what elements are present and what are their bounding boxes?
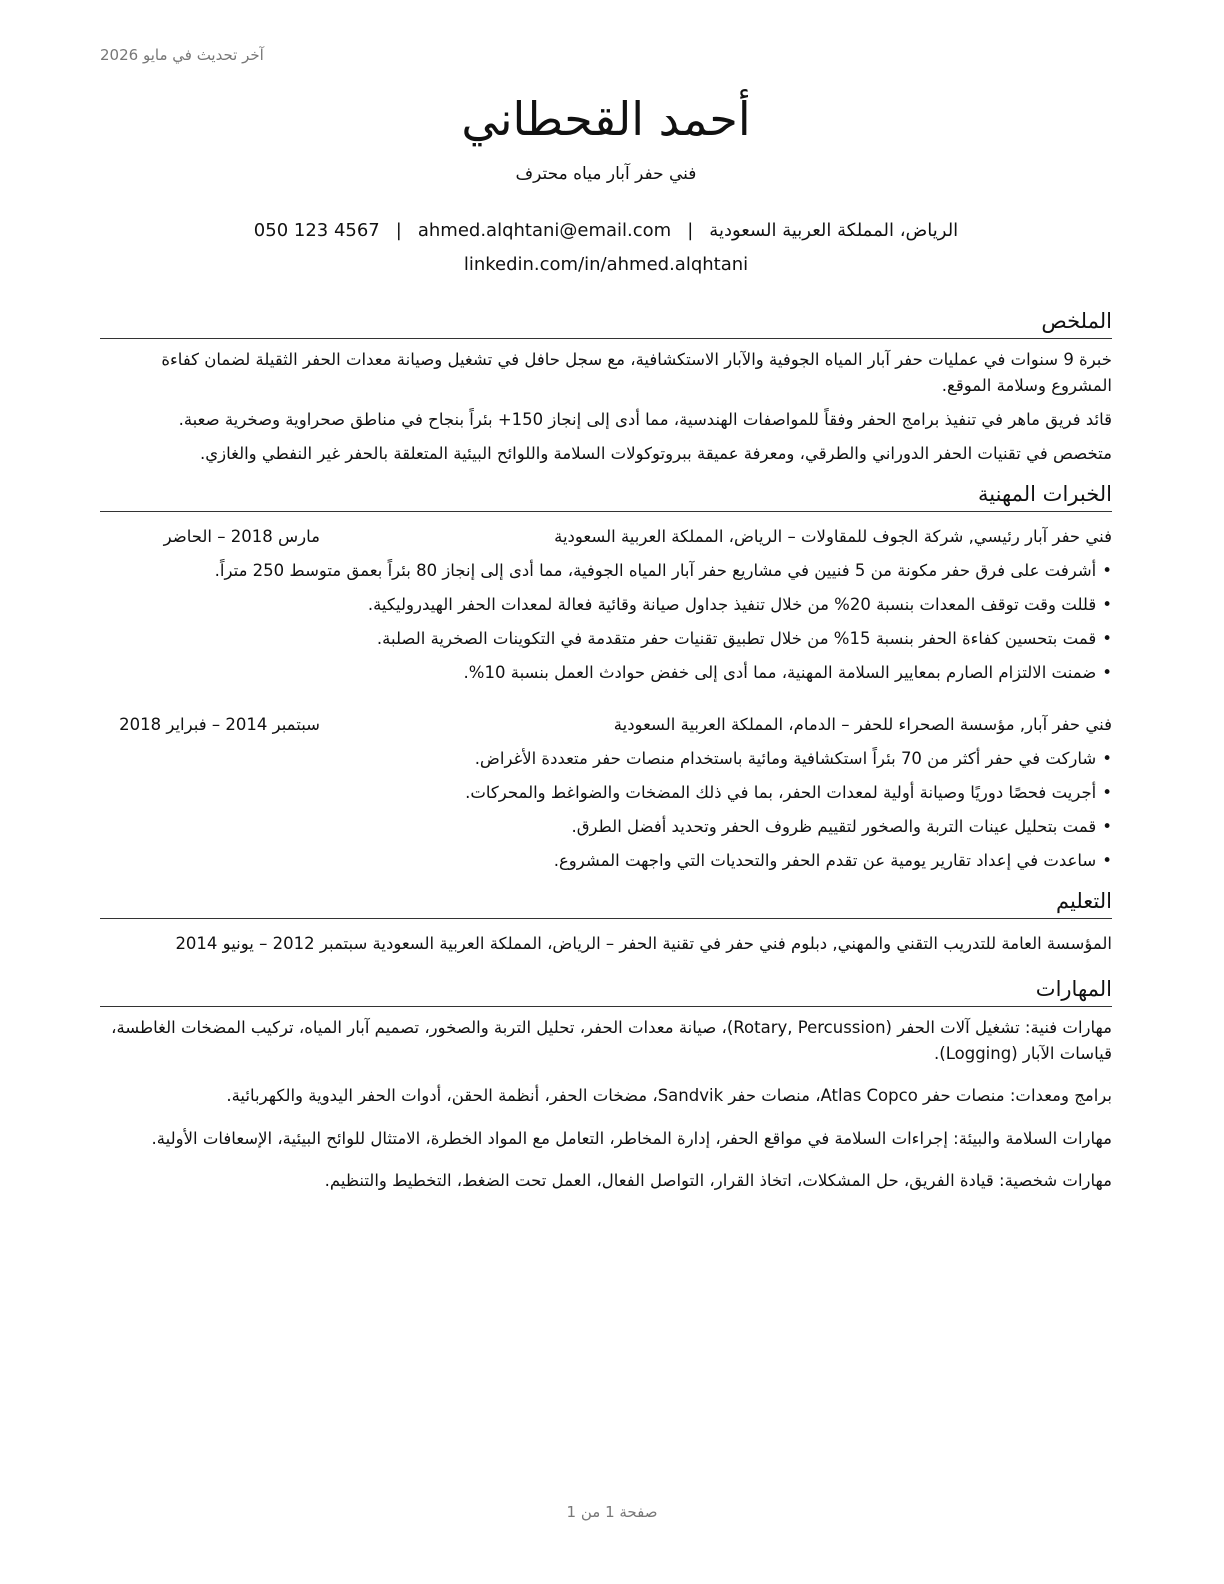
summary-section bbox=[100, 306, 1112, 467]
contact-email[interactable]: ahmed.alqhtani@email.com bbox=[417, 220, 672, 241]
contact-phone[interactable]: 050 123 4567 bbox=[253, 220, 380, 241]
bullet-marker: • bbox=[1102, 783, 1112, 802]
job-bullet bbox=[100, 558, 1112, 584]
job-bullet bbox=[100, 814, 1112, 840]
section-heading-skills: المهارات bbox=[100, 974, 1112, 1007]
bullet-marker: • bbox=[1102, 629, 1112, 648]
education-entry: المؤسسة العامة للتدريب التقني والمهني, دبلوم فني حفر في تقنية الحفر – الرياض، المملكة العربية السعودية سبتمبر 2012 – يونيو 2014 bbox=[175, 934, 1112, 953]
resume-body bbox=[100, 306, 1112, 1211]
skill-line: مهارات السلامة والبيئة: إجراءات السلامة في مواقع الحفر، إدارة المخاطر، التعامل مع المواد الخطرة، الامتثال للوائح البيئية، الإسعافات الأولية. bbox=[151, 1128, 1112, 1148]
section-heading-education: التعليم bbox=[100, 886, 1112, 919]
bullet-marker: • bbox=[1102, 663, 1112, 682]
job-bullet bbox=[100, 848, 1112, 874]
resume-header bbox=[100, 88, 1112, 282]
job-dates: مارس 2018 – الحاضر bbox=[163, 527, 320, 546]
bullet-marker: • bbox=[1102, 749, 1112, 768]
skill-line: برامج ومعدات: منصات حفر Atlas Copco، منصات حفر Sandvik، مضخات الحفر، أنظمة الحقن، أدوات الحفر اليدوية والكهربائية. bbox=[226, 1086, 1112, 1105]
job-title-company: فني حفر آبار, مؤسسة الصحراء للحفر – الدمام، المملكة العربية السعودية bbox=[613, 715, 1112, 734]
job-dates: سبتمبر 2014 – فبراير 2018 bbox=[119, 715, 320, 734]
job-bullet bbox=[100, 746, 1112, 772]
candidate-name: أحمد القحطاني bbox=[461, 92, 751, 146]
experience-section bbox=[100, 479, 1112, 874]
contact-separator: | bbox=[687, 220, 694, 241]
bullet-marker: • bbox=[1102, 817, 1112, 836]
job-header bbox=[100, 524, 1112, 550]
contact-location: الرياض، المملكة العربية السعودية bbox=[709, 220, 959, 241]
summary-paragraph: خبرة 9 سنوات في عمليات حفر آبار المياه الجوفية والآبار الاستكشافية، مع سجل حافل في تشغيل وصيانة معدات الحفر الثقيلة لضمان كفاءة المشروع وسلامة الموقع. bbox=[161, 350, 1112, 395]
summary-paragraph: متخصص في تقنيات الحفر الدوراني والطرقي، ومعرفة عميقة ببروتوكولات السلامة واللوائح البيئية المتعلقة بالحفر غير النفطي والغازي. bbox=[199, 444, 1112, 463]
contact-line-primary bbox=[100, 214, 1112, 248]
contact-separator: | bbox=[395, 220, 402, 241]
job-entry bbox=[100, 712, 1112, 874]
job-bullet bbox=[100, 780, 1112, 806]
job-bullet bbox=[100, 592, 1112, 618]
job-title-company: فني حفر آبار رئيسي, شركة الجوف للمقاولات – الرياض، المملكة العربية السعودية bbox=[554, 527, 1112, 546]
bullet-text: أجريت فحصًا دوريًا وصيانة أولية لمعدات الحفر، بما في ذلك المضخات والضواغط والمحركات. bbox=[465, 783, 1097, 802]
contact-linkedin[interactable]: linkedin.com/in/ahmed.alqhtani bbox=[463, 254, 749, 275]
bullet-marker: • bbox=[1102, 851, 1112, 870]
skills-section bbox=[100, 974, 1112, 1195]
candidate-title: فني حفر آبار مياه محترف bbox=[515, 164, 697, 184]
skill-line: مهارات فنية: تشغيل آلات الحفر (Rotary, Percussion)، صيانة معدات الحفر، تحليل التربة والصخور، تصميم آبار المياه، تركيب المضخات الغاطسة، قياسات الآبار (Logging). bbox=[111, 1017, 1112, 1063]
bullet-text: ضمنت الالتزام الصارم بمعايير السلامة المهنية، مما أدى إلى خفض حوادث العمل بنسبة 10%. bbox=[463, 663, 1097, 682]
contact-info bbox=[100, 214, 1112, 282]
last-updated-note: آخر تحديث في مايو 2026 bbox=[100, 46, 264, 64]
job-bullet bbox=[100, 626, 1112, 652]
section-heading-experience: الخبرات المهنية bbox=[100, 479, 1112, 512]
skill-line: مهارات شخصية: قيادة الفريق، حل المشكلات، اتخاذ القرار، التواصل الفعال، العمل تحت الضغط، التخطيط والتنظيم. bbox=[324, 1171, 1112, 1190]
bullet-text: قمت بتحسين كفاءة الحفر بنسبة 15% من خلال تطبيق تقنيات حفر متقدمة في التكوينات الصخرية الصلبة. bbox=[376, 629, 1097, 648]
page-number: صفحة 1 من 1 bbox=[566, 1503, 658, 1521]
job-bullets bbox=[100, 558, 1112, 686]
education-section bbox=[100, 886, 1112, 957]
job-bullets bbox=[100, 746, 1112, 874]
bullet-marker: • bbox=[1102, 561, 1112, 580]
bullet-text: شاركت في حفر أكثر من 70 بئراً استكشافية ومائية باستخدام منصات حفر متعددة الأغراض. bbox=[474, 749, 1097, 768]
summary-paragraph: قائد فريق ماهر في تنفيذ برامج الحفر وفقاً للمواصفات الهندسية، مما أدى إلى إنجاز 150+ بئراً بنجاح في مناطق صحراوية وصخرية صعبة. bbox=[178, 410, 1112, 429]
bullet-text: ساعدت في إعداد تقارير يومية عن تقدم الحفر والتحديات التي واجهت المشروع. bbox=[553, 851, 1097, 870]
bullet-marker: • bbox=[1102, 595, 1112, 614]
bullet-text: أشرفت على فرق حفر مكونة من 5 فنيين في مشاريع حفر آبار المياه الجوفية، مما أدى إلى إنجاز 80 بئراً بعمق متوسط 250 متراً. bbox=[214, 561, 1097, 580]
job-header bbox=[100, 712, 1112, 738]
bullet-text: قللت وقت توقف المعدات بنسبة 20% من خلال تنفيذ جداول صيانة وقائية فعالة لمعدات الحفر الهيدروليكية. bbox=[367, 595, 1097, 614]
job-bullet bbox=[100, 660, 1112, 686]
section-heading-summary: الملخص bbox=[100, 306, 1112, 339]
job-entry bbox=[100, 524, 1112, 686]
bullet-text: قمت بتحليل عينات التربة والصخور لتقييم ظروف الحفر وتحديد أفضل الطرق. bbox=[571, 817, 1097, 836]
